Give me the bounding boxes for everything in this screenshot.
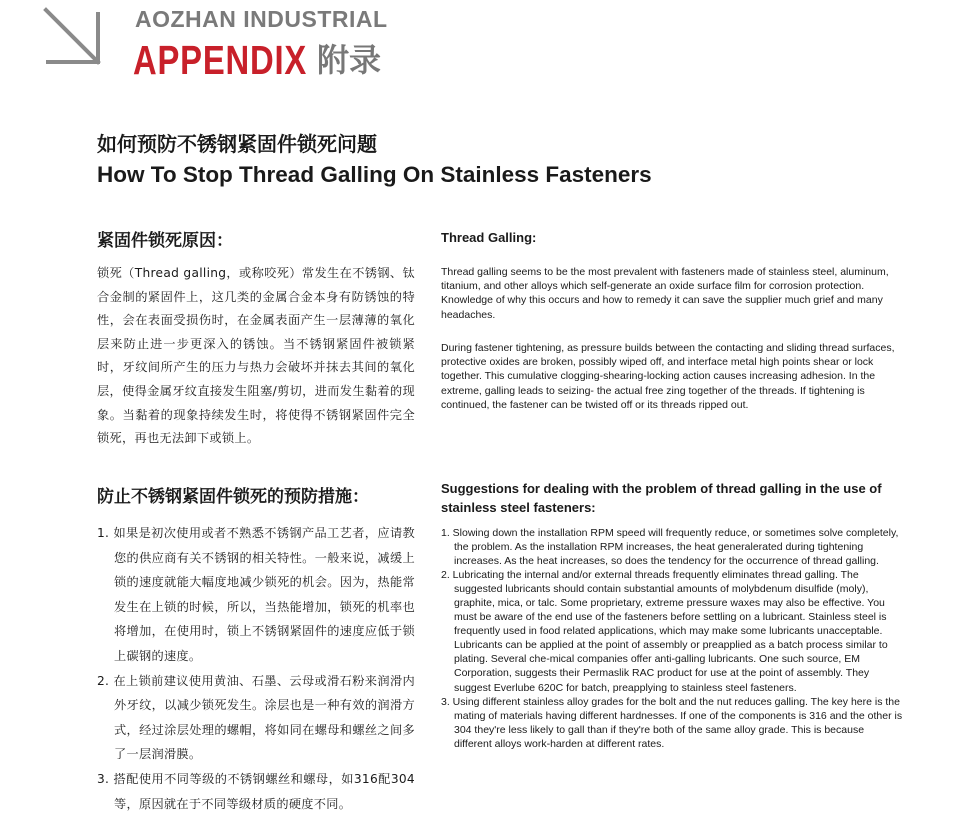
suggestions-list-en [441,526,903,751]
list-item: 2. 在上锁前建议使用黄油、石墨、云母或滑石粉来润滑内外牙纹，以减少锁死发生。涂层也是一种有效的润滑方式，经过涂层处理的螺帽，将如同在螺母和螺丝之间多了一层润滑膜。 [97,673,415,762]
company-name: AOZHAN INDUSTRIAL [135,6,388,32]
galling-heading-en: Thread Galling: [441,230,537,245]
appendix-title-en: APPENDIX [133,37,308,83]
list-item: 1. Slowing down the installation RPM speed will frequently reduce, or sometimes solve completely, the problem. As the installation RPM increases, the heat generalerated during tightening increases. As the heat increases, so does the tendency for the occurrence of thread galling. [441,527,899,568]
cause-body-zh: 锁死（Thread galling，或称咬死）常发生在不锈钢、钛合金制的紧固件上，这几类的金属合金本身有防锈蚀的特性，会在表面受损伤时，在金属表面产生一层薄薄的氧化层来防止进一步更深入的锈蚀。当不锈钢紧固件被锁紧时，牙纹间所产生的压力与热力会破坏并抹去其间的氧化层，使得金属牙纹直接发生阻塞/剪切，进而发生黏着的现象。当黏着的现象持续发生时，将使得不锈钢紧固件完全锁死，再也无法卸下或锁上。 [97,266,415,446]
list-item: 1. 如果是初次使用或者不熟悉不锈钢产品工艺者，应请教您的供应商有关不锈钢的相关特性。一般来说，减缓上锁的速度就能大幅度地减少锁死的机会。因为，热能常发生在上锁的时候，所以，当热能增加，锁死的机率也将增加，在使用时，锁上不锈钢紧固件的速度应低于锁上碳钢的速度。 [97,526,415,663]
suggestions-heading-en: Suggestions for dealing with the problem of thread galling in the use of stainless steel fasteners: [441,481,882,515]
prevention-heading-zh: 防止不锈钢紧固件锁死的预防措施： [97,487,369,507]
prevention-list-zh [97,521,415,816]
galling-paragraph-1: Thread galling seems to be the most prevalent with fasteners made of stainless steel, aluminum, titanium, and other alloys which self-generate an oxide surface film for corrosion protection. Knowledge of why this occurs and how to remedy it can save the supplier much grief and many headaches. [441,266,889,321]
appendix-title-zh: 附录 [317,41,382,79]
appendix-heading [133,35,382,85]
list-item: 3. 搭配使用不同等级的不锈钢螺丝和螺母，如316配304等，原因就在于不同等级材质的硬度不同。 [97,771,415,811]
page-title-zh: 如何预防不锈钢紧固件锁死问题 [97,132,377,156]
arrow-down-right-icon [40,6,110,76]
page-title-en: How To Stop Thread Galling On Stainless Fasteners [97,162,652,187]
list-item: 2. Lubricating the internal and/or external threads frequently eliminates thread galling. The suggested lubricants should contain substantial amounts of molybdenum disulfide (moly), graphite, mica, or talc. Some proprietary, extreme pressure waxes may also be effective. You must be aware of the end use of the fasteners before settling on a lubricant. Stainless steel is frequently used in food related applications, which may make some lubricants unacceptable. Lubricants can be applied at the point of assembly or preapplied as a batch process similar to plating. Several che-mical companies offer anti-galling lubricants. One such source, EM Corporation, suggests their Permaslik RAC product for use at the point of assembly. They suggest Everlube 620C for batch, preapplying to stainless steel fasteners. [441,569,888,694]
galling-paragraph-2: During fastener tightening, as pressure builds between the contacting and sliding thread surfaces, protective oxides are broken, possibly wiped off, and interface metal high points shear or lock together. This cumulative clogging-shearing-locking action causes increasing adhesion. In the extreme, galling leads to seizing- the actual free zing together of the threads. If tightening is continued, the fastener can be twisted off or its threads ripped out. [441,342,895,411]
cause-heading-zh: 紧固件锁死原因： [97,231,233,251]
list-item: 3. Using different stainless alloy grades for the bolt and the nut reduces galling. The key here is the mating of materials having different hardnesses. If one of the components is 316 and the other is 304 they're less likely to gall than if they're both of the same alloy grade. This is because different alloys work-harden at different rates. [441,695,903,750]
